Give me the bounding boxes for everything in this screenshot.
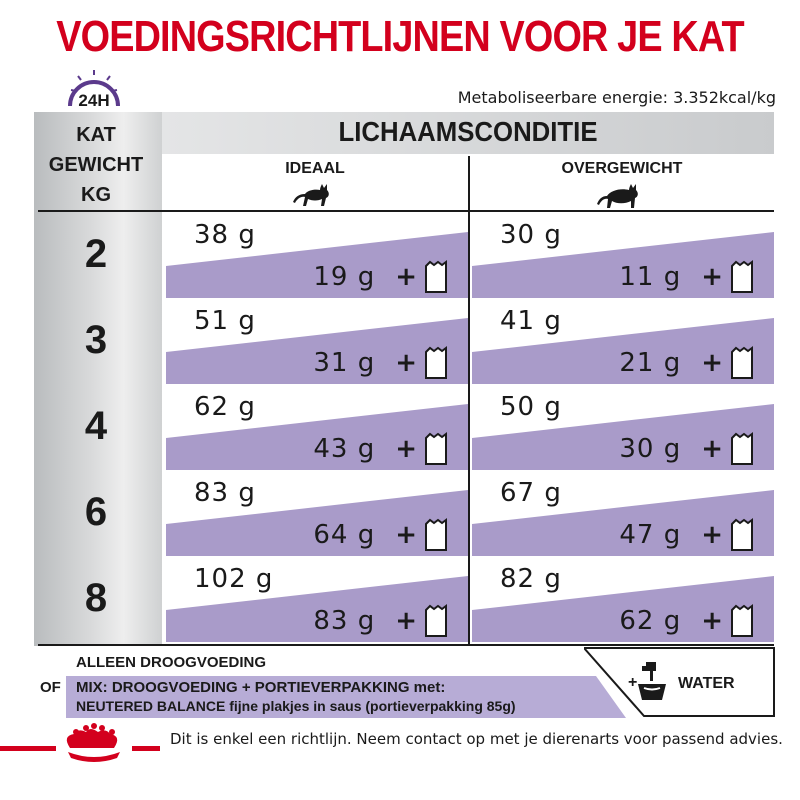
plus-sign: + bbox=[395, 434, 418, 464]
cat-weight: 6 bbox=[84, 490, 108, 534]
cat-weight: 2 bbox=[84, 232, 108, 276]
ideal-cell bbox=[166, 558, 468, 644]
pouch-icon bbox=[730, 260, 754, 294]
metabolizable-energy: Metaboliseerbare energie: 3.352kcal/kg bbox=[457, 88, 776, 107]
overweight-cell bbox=[472, 386, 774, 472]
plus-sign: + bbox=[701, 434, 724, 464]
table-row bbox=[34, 300, 774, 386]
column-header-ideal bbox=[162, 154, 468, 212]
mix-dry-amount: 11 g bbox=[619, 262, 682, 292]
feeding-table bbox=[34, 112, 774, 646]
ideal-cell bbox=[166, 472, 468, 558]
dry-food-amount: 102 g bbox=[194, 564, 274, 594]
plus-sign: + bbox=[701, 262, 724, 292]
dry-food-amount: 67 g bbox=[500, 478, 562, 508]
ideal-cell bbox=[166, 300, 468, 386]
mix-food-amount bbox=[313, 260, 448, 294]
mix-dry-amount: 43 g bbox=[313, 434, 376, 464]
table-row bbox=[34, 558, 774, 644]
page-title: VOEDINGSRICHTLIJNEN VOOR JE KAT bbox=[56, 12, 744, 61]
mix-food-amount bbox=[619, 432, 754, 466]
disclaimer: Dit is enkel een richtlijn. Neem contact op met je dierenarts voor passend advies. bbox=[170, 730, 783, 748]
pouch-icon bbox=[424, 604, 448, 638]
water-plus: + bbox=[628, 674, 638, 691]
legend-dry-only: ALLEEN DROOGVOEDING bbox=[76, 654, 267, 671]
plus-sign: + bbox=[701, 606, 724, 636]
table-row bbox=[34, 386, 774, 472]
mix-dry-amount: 64 g bbox=[313, 520, 376, 550]
mix-food-amount bbox=[619, 260, 754, 294]
plus-sign: + bbox=[395, 348, 418, 378]
cat-weight: 3 bbox=[84, 318, 108, 362]
ideal-cell bbox=[166, 214, 468, 300]
body-condition-header: LICHAAMSCONDITIE bbox=[338, 116, 598, 147]
weight-header-line: KAT bbox=[76, 124, 116, 146]
weight-header-line: KG bbox=[81, 184, 111, 206]
table-row bbox=[34, 472, 774, 558]
dry-food-amount: 51 g bbox=[194, 306, 256, 336]
overweight-cell bbox=[472, 472, 774, 558]
weight-header-line: GEWICHT bbox=[48, 154, 144, 176]
plus-sign: + bbox=[701, 348, 724, 378]
header-divider bbox=[38, 210, 774, 212]
dry-food-amount: 82 g bbox=[500, 564, 562, 594]
plus-sign: + bbox=[395, 262, 418, 292]
water-bowl-icon bbox=[638, 662, 666, 700]
mix-dry-amount: 19 g bbox=[313, 262, 376, 292]
mix-food-amount bbox=[313, 518, 448, 552]
column-header-label: IDEAAL bbox=[285, 160, 345, 177]
legend-or: OF bbox=[40, 679, 61, 696]
mix-food-amount bbox=[619, 604, 754, 638]
overweight-cell bbox=[472, 558, 774, 644]
cat-icon bbox=[597, 182, 647, 210]
plus-sign: + bbox=[395, 520, 418, 550]
legend-mix-line1: MIX: DROOGVOEDING + PORTIEVERPAKKING met: bbox=[76, 679, 446, 696]
water-label: WATER bbox=[678, 675, 735, 692]
clock-24h-icon bbox=[64, 66, 124, 112]
mix-dry-amount: 47 g bbox=[619, 520, 682, 550]
pouch-icon bbox=[424, 518, 448, 552]
clock-label: 24H bbox=[78, 91, 110, 110]
cat-icon bbox=[292, 182, 338, 208]
overweight-cell bbox=[472, 214, 774, 300]
pouch-icon bbox=[424, 346, 448, 380]
pouch-icon bbox=[730, 346, 754, 380]
pouch-icon bbox=[424, 260, 448, 294]
mix-dry-amount: 83 g bbox=[313, 606, 376, 636]
weight-header bbox=[34, 120, 158, 210]
mix-food-amount bbox=[313, 432, 448, 466]
legend-mix-line2: NEUTERED BALANCE fijne plakjes in saus (portieverpakking 85g) bbox=[76, 698, 516, 714]
mix-food-amount bbox=[619, 518, 754, 552]
overweight-cell bbox=[472, 300, 774, 386]
pouch-icon bbox=[424, 432, 448, 466]
royal-canin-logo bbox=[56, 722, 132, 772]
column-header-label: OVERGEWICHT bbox=[561, 160, 683, 177]
mix-dry-amount: 31 g bbox=[313, 348, 376, 378]
pouch-icon bbox=[730, 432, 754, 466]
dry-food-amount: 41 g bbox=[500, 306, 562, 336]
table-row bbox=[34, 214, 774, 300]
dry-food-amount: 38 g bbox=[194, 220, 256, 250]
mix-dry-amount: 30 g bbox=[619, 434, 682, 464]
mix-food-amount bbox=[313, 346, 448, 380]
cat-weight: 8 bbox=[84, 576, 108, 620]
ideal-cell bbox=[166, 386, 468, 472]
mix-food-amount bbox=[619, 346, 754, 380]
mix-dry-amount: 62 g bbox=[619, 606, 682, 636]
dry-food-amount: 50 g bbox=[500, 392, 562, 422]
plus-sign: + bbox=[395, 606, 418, 636]
plus-sign: + bbox=[701, 520, 724, 550]
mix-dry-amount: 21 g bbox=[619, 348, 682, 378]
mix-food-amount bbox=[313, 604, 448, 638]
dry-food-amount: 30 g bbox=[500, 220, 562, 250]
cat-weight: 4 bbox=[84, 404, 108, 448]
dry-food-amount: 62 g bbox=[194, 392, 256, 422]
column-header-overweight bbox=[470, 154, 774, 212]
dry-food-amount: 83 g bbox=[194, 478, 256, 508]
pouch-icon bbox=[730, 518, 754, 552]
pouch-icon bbox=[730, 604, 754, 638]
